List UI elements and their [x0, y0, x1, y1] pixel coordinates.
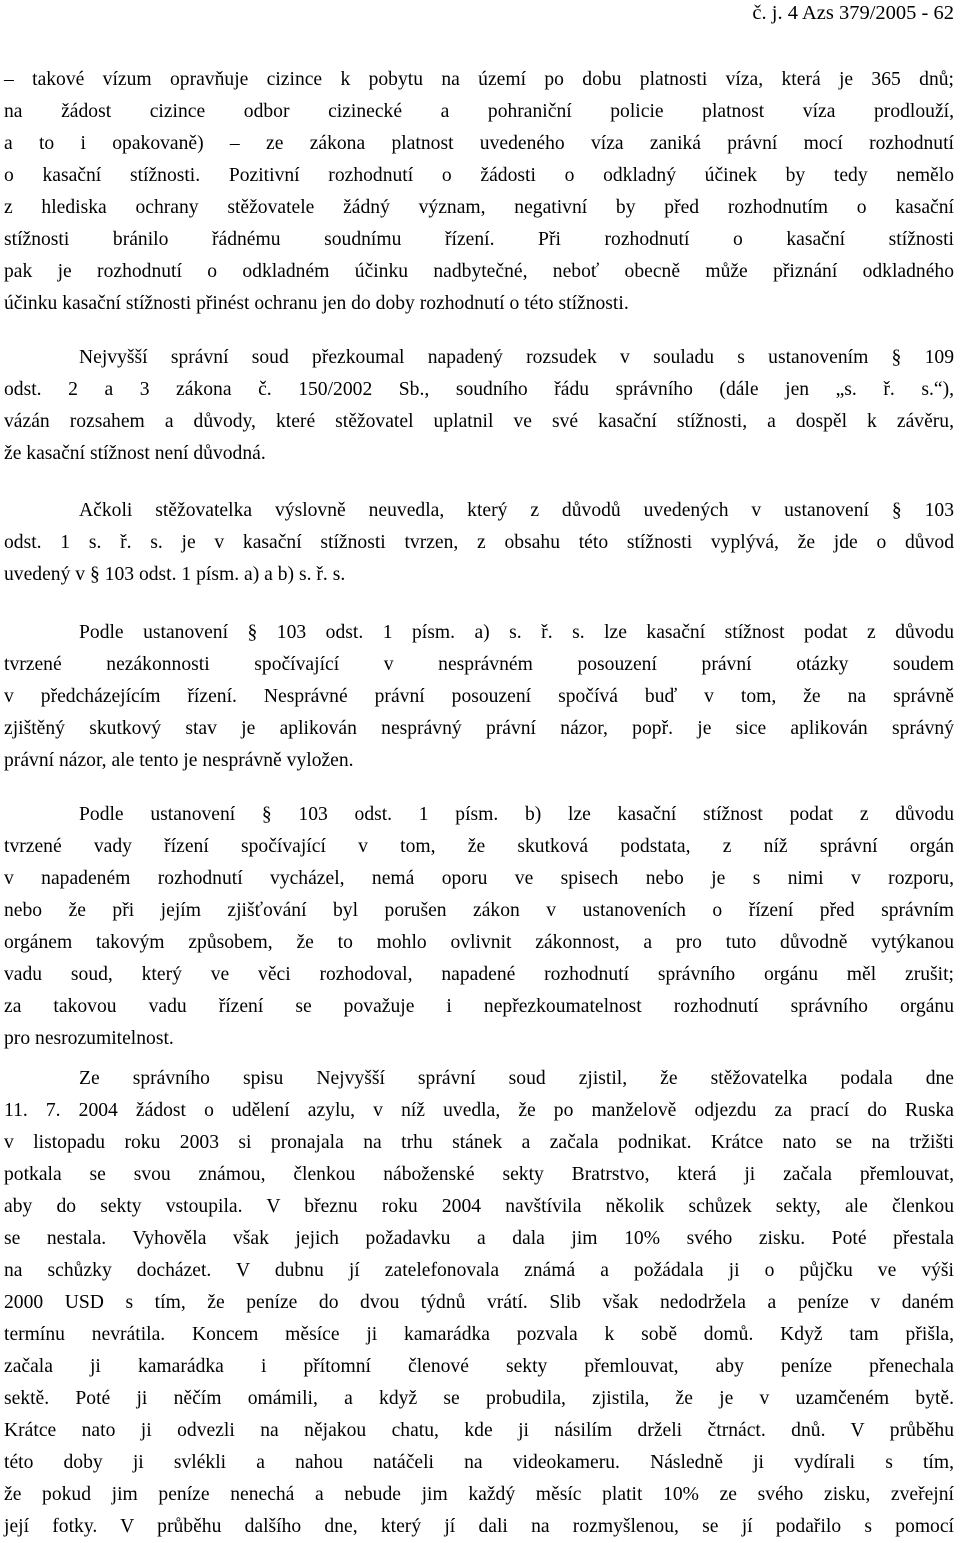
- text-line: Podle ustanovení § 103 odst. 1 písm. b) lze kasační stížnost podat z důvodu: [79, 804, 954, 825]
- text-line: z hlediska ochrany stěžovatele žádný význam, negativní by před rozhodnutím o kasační: [4, 197, 954, 218]
- text-line: sektě. Poté ji něčím omámili, a když se probudila, zjistila, že je v uzamčeném bytě.: [4, 1388, 954, 1409]
- text-line: za takovou vadu řízení se považuje i nepřezkoumatelnost rozhodnutí správního orgánu: [4, 996, 954, 1017]
- text-line: na schůzky docházet. V dubnu jí zatelefonovala známá a požádala ji o půjčku ve výši: [4, 1260, 954, 1281]
- text-line: se nestala. Vyhověla však jejich požadavku a dala jim 10% svého zisku. Poté přestala: [4, 1228, 954, 1249]
- text-line: o kasační stížnosti. Pozitivní rozhodnutí o žádosti o odkladný účinek by tedy nemělo: [4, 165, 954, 186]
- paragraph-5: [4, 799, 954, 1055]
- text-line: uvedený v § 103 odst. 1 písm. a) a b) s. ř. s.: [4, 564, 346, 585]
- text-line: vadu soud, který ve věci rozhodoval, napadené rozhodnutí správního orgánu měl zrušit;: [4, 964, 954, 985]
- text-line: její fotky. V průběhu dalšího dne, který jí dali na rozmyšlenou, se jí podařilo s pomocí: [4, 1516, 954, 1537]
- text-line: začala ji kamarádka i přítomní členové sekty přemlouvat, aby peníze přenechala: [4, 1356, 954, 1377]
- text-line: že pokud jim peníze nenechá a nebude jim každý měsíc platit 10% ze svého zisku, zveřejní: [4, 1484, 954, 1505]
- text-line: pro nesrozumitelnost.: [4, 1028, 174, 1049]
- text-line: této doby ji svlékli a nahou natáčeli na videokameru. Následně ji vydírali s tím,: [4, 1452, 954, 1473]
- text-line: 2000 USD s tím, že peníze do dvou týdnů vrátí. Slib však nedodržela a peníze v daném: [4, 1292, 954, 1313]
- text-line: účinku kasační stížnosti přinést ochranu jen do doby rozhodnutí o této stížnosti.: [4, 293, 629, 314]
- text-line: Nejvyšší správní soud přezkoumal napadený rozsudek v souladu s ustanovením § 109: [79, 347, 954, 368]
- text-line: 11. 7. 2004 žádost o udělení azylu, v níž uvedla, že po manželově odjezdu za prací do Ruska: [4, 1100, 954, 1121]
- text-line: zjištěný skutkový stav je aplikován nesprávný právní názor, popř. je sice aplikován správný: [4, 718, 954, 739]
- text-line: aby do sekty vstoupila. V březnu roku 2004 navštívila několik schůzek sekty, ale členkou: [4, 1196, 954, 1217]
- text-line: Krátce nato ji odvezli na nějakou chatu, kde ji násilím drželi čtrnáct. dnů. V průběhu: [4, 1420, 954, 1441]
- text-line: termínu nevrátila. Koncem měsíce ji kamarádka pozvala k sobě domů. Když tam přišla,: [4, 1324, 954, 1345]
- text-line: nebo že při jejím zjišťování byl porušen zákon v ustanoveních o řízení před správním: [4, 900, 954, 921]
- text-line: pak je rozhodnutí o odkladném účinku nadbytečné, neboť obecně může přiznání odkladného: [4, 261, 954, 282]
- text-line: orgánem takovým způsobem, že to mohlo ovlivnit zákonnost, a pro tuto důvodně vytýkanou: [4, 932, 954, 953]
- text-line: v listopadu roku 2003 si pronajala na trhu stánek a začala podnikat. Krátce nato se na tržišti: [4, 1132, 954, 1153]
- text-line: odst. 2 a 3 zákona č. 150/2002 Sb., soudního řádu správního (dále jen „s. ř. s.“),: [4, 379, 954, 400]
- paragraph-2: [4, 342, 954, 470]
- text-line: potkala se svou známou, členkou náboženské sekty Bratrstvo, která ji začala přemlouvat,: [4, 1164, 954, 1185]
- text-line: odst. 1 s. ř. s. je v kasační stížnosti tvrzen, z obsahu této stížnosti vyplývá, že jde o důvod: [4, 532, 954, 553]
- text-line: že kasační stížnost není důvodná.: [4, 443, 266, 464]
- text-line: v předcházejícím řízení. Nesprávné právní posouzení spočívá buď v tom, že na správně: [4, 686, 954, 707]
- case-number-header: č. j. 4 Azs 379/2005 - 62: [752, 2, 954, 24]
- text-line: tvrzené nezákonnosti spočívající v nesprávném posouzení právní otázky soudem: [4, 654, 954, 675]
- text-line: právní názor, ale tento je nesprávně vyložen.: [4, 750, 354, 771]
- text-line: v napadeném rozhodnutí vycházel, nemá oporu ve spisech nebo je s nimi v rozporu,: [4, 868, 954, 889]
- text-line: vázán rozsahem a důvody, které stěžovatel uplatnil ve své kasační stížnosti, a dospěl k závěru,: [4, 411, 954, 432]
- text-line: Ačkoli stěžovatelka výslovně neuvedla, který z důvodů uvedených v ustanovení § 103: [79, 500, 954, 521]
- text-line: tvrzené vady řízení spočívající v tom, že skutková podstata, z níž správní orgán: [4, 836, 954, 857]
- paragraph-6: [4, 1063, 954, 1543]
- text-line: Ze správního spisu Nejvyšší správní soud zjistil, že stěžovatelka podala dne: [79, 1068, 954, 1089]
- paragraph-3: [4, 495, 954, 591]
- text-line: Podle ustanovení § 103 odst. 1 písm. a) s. ř. s. lze kasační stížnost podat z důvodu: [79, 622, 954, 643]
- text-line: – takové vízum opravňuje cizince k pobytu na území po dobu platnosti víza, která je 365 dnů;: [4, 69, 954, 90]
- text-line: na žádost cizince odbor cizinecké a pohraniční policie platnost víza prodlouží,: [4, 101, 954, 122]
- paragraph-1: [4, 64, 954, 320]
- text-line: a to i opakovaně) – ze zákona platnost uvedeného víza zaniká právní mocí rozhodnutí: [4, 133, 954, 154]
- text-line: stížnosti bránilo řádnému soudnímu řízení. Při rozhodnutí o kasační stížnosti: [4, 229, 954, 250]
- paragraph-4: [4, 617, 954, 777]
